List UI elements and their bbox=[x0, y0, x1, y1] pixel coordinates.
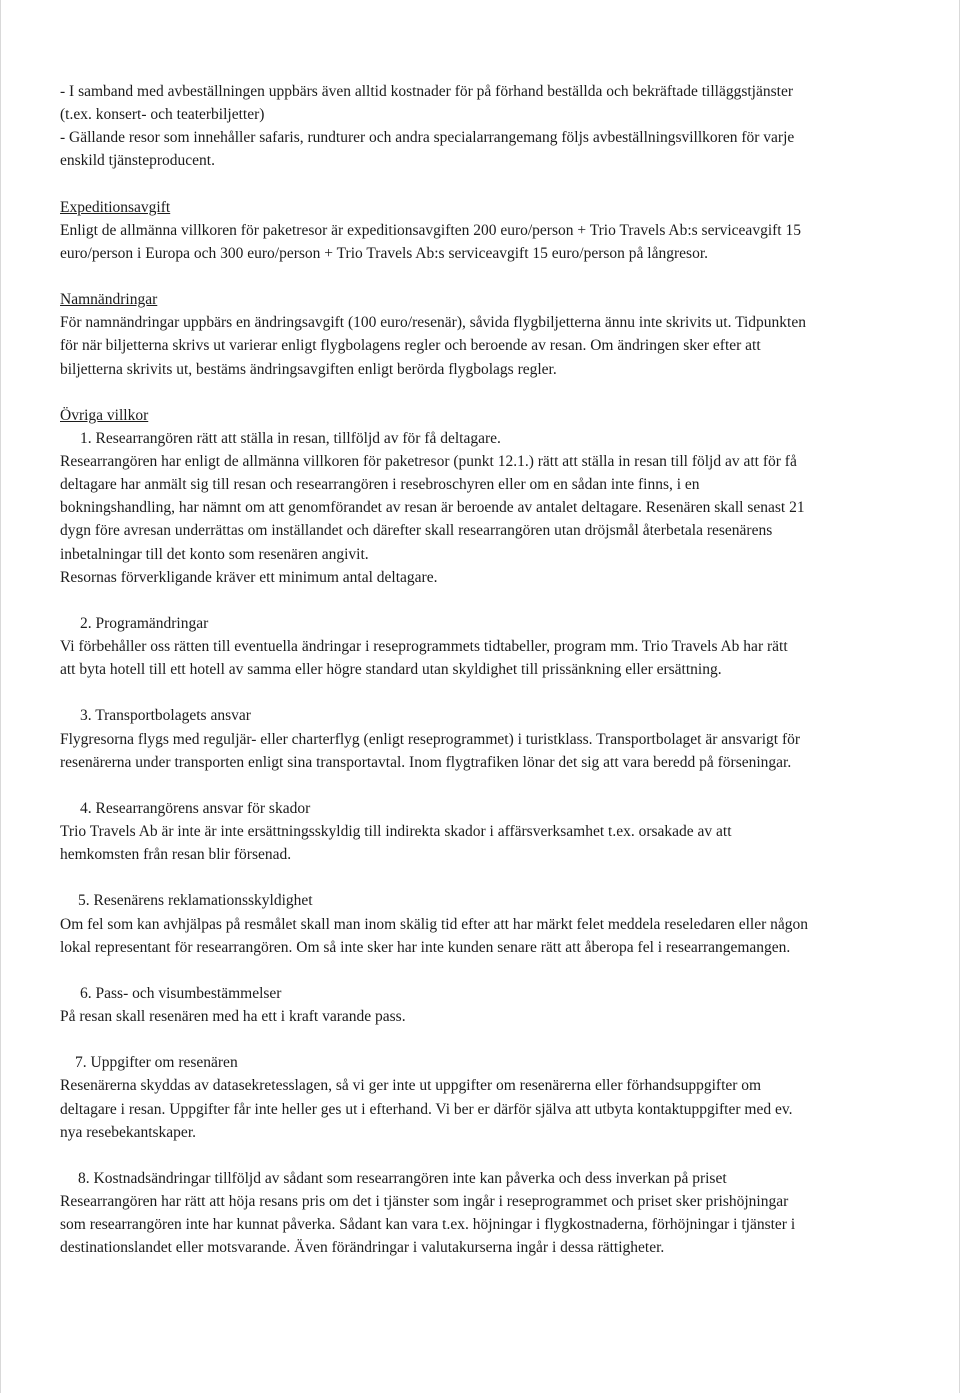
text-line: Researrangören har rätt att höja resans pris om det i tjänster som ingår i reseprogrammet och priset sker prishöjningar bbox=[60, 1193, 789, 1210]
list-item-title: 5. Resenärens reklamationsskyldighet bbox=[78, 892, 313, 910]
text-line: som researrangören inte har kunnat påverka. Sådant kan vara t.ex. höjningar i flygkostnaderna, förhöjningar i tjänster i bbox=[60, 1216, 796, 1234]
text-line: Vi förbehåller oss rätten till eventuella ändringar i reseprogrammets tidtabeller, program mm. Trio Travels Ab har rätt bbox=[60, 638, 788, 655]
text-line: - I samband med avbeställningen uppbärs även alltid kostnader för på förhand beställda och bekräftade tilläggstjänster bbox=[60, 83, 793, 100]
list-item-title: 2. Programändringar bbox=[80, 614, 209, 632]
text-line: Resornas förverkligande kräver ett minimum antal deltagare. bbox=[60, 568, 438, 586]
text-line: På resan skall resenären med ha ett i kraft varande pass. bbox=[60, 1008, 406, 1025]
text-line: - Gällande resor som innehåller safaris, rundturer och andra specialarrangemang följs avbeställningsvillkoren för varje bbox=[60, 129, 795, 147]
list-item-5 bbox=[60, 889, 940, 958]
list-item-8 bbox=[60, 1167, 940, 1260]
section-heading: Namnändringar bbox=[60, 291, 158, 309]
text-line: För namnändringar uppbärs en ändringsavgift (100 euro/resenär), såvida flygbiljetterna ännu inte skrivits ut. Tidpunkten bbox=[60, 314, 806, 332]
text-line: för när biljetterna skrivs ut varierar enligt flygbolagens regler och beroende av resan. Om ändringen sker efter att bbox=[60, 337, 761, 355]
section-heading: Övriga villkor bbox=[60, 406, 149, 424]
text-line: bokningshandling, har nämnt om att genomförandet av resan är beroende av antalet deltagare. Resenären skall senast 21 bbox=[60, 499, 805, 517]
text-line: nya resebekantskaper. bbox=[60, 1123, 196, 1141]
text-line: Researrangören har enligt de allmänna villkoren för paketresor (punkt 12.1.) rätt att ställa in resan till följd av att för få bbox=[60, 453, 797, 470]
section-ovriga-villkor bbox=[60, 404, 940, 1260]
list-item-title: 3. Transportbolagets ansvar bbox=[80, 707, 251, 725]
list-item-title: 7. Uppgifter om resenären bbox=[75, 1054, 238, 1072]
text-line: Flygresorna flygs med reguljär- eller charterflyg (enligt reseprogrammet) i turistklass. Transportbolaget är ansvarigt för bbox=[60, 730, 801, 748]
text-line: biljetterna skrivits ut, bestäms ändringsavgiften enligt berörda flygbolags regler. bbox=[60, 360, 557, 378]
list-item-title: 4. Researrangörens ansvar för skador bbox=[80, 799, 311, 817]
text-line: inbetalningar till det konto som resenären angivit. bbox=[60, 545, 369, 563]
text-line: dygn före avresan underrättas om inställandet och därefter skall researrangören utan dröjsmål återbetala resenärens bbox=[60, 522, 773, 540]
text-line: (t.ex. konsert- och teaterbiljetter) bbox=[60, 106, 265, 124]
list-item-4 bbox=[60, 797, 940, 866]
text-line: euro/person i Europa och 300 euro/person + Trio Travels Ab:s serviceavgift 15 euro/person på långresor. bbox=[60, 244, 709, 262]
document-body bbox=[60, 80, 940, 1259]
text-line: hemkomsten från resan blir försenad. bbox=[60, 846, 292, 864]
text-line: destinationslandet eller motsvarande. Även förändringar i valutakurserna ingår i dessa rättigheter. bbox=[60, 1239, 665, 1257]
list-item-title: 1. Researrangören rätt att ställa in resan, tillföljd av för få deltagare. bbox=[80, 429, 501, 447]
text-line: Enligt de allmänna villkoren för paketresor är expeditionsavgiften 200 euro/person + Trio Travels Ab:s serviceavgift 15 bbox=[60, 221, 801, 239]
text-line: lokal representant för researrangören. Om så inte sker har inte kunden senare rätt att åberopa fel i researrangemangen. bbox=[60, 938, 791, 956]
list-item-1 bbox=[60, 427, 940, 589]
text-line: deltagare i resan. Uppgifter får inte heller ges ut i efterhand. Vi ber er därför själva att utbyta kontaktuppgifter med ev. bbox=[60, 1100, 793, 1118]
list-item-title: 8. Kostnadsändringar tillföljd av sådant som researrangören inte kan påverka och dess inverkan på priset bbox=[78, 1169, 727, 1187]
list-item-7 bbox=[60, 1051, 940, 1144]
list-item-2 bbox=[60, 612, 940, 681]
list-item-title: 6. Pass- och visumbestämmelser bbox=[80, 984, 282, 1002]
list-item-3 bbox=[60, 704, 940, 773]
list-item-6 bbox=[60, 982, 940, 1028]
intro-paragraph bbox=[60, 80, 940, 173]
text-line: resenärerna under transporten enligt sina transportavtal. Inom flygtrafiken lönar det sig att vara beredd på förseningar. bbox=[60, 753, 792, 771]
section-heading: Expeditionsavgift bbox=[60, 198, 171, 216]
text-line: att byta hotell till ett hotell av samma eller högre standard utan skyldighet till prissänkning eller ersättning. bbox=[60, 661, 722, 679]
section-namnandringar bbox=[60, 288, 940, 381]
text-line: enskild tjänsteproducent. bbox=[60, 152, 215, 170]
text-line: Resenärerna skyddas av datasekretesslagen, så vi ger inte ut uppgifter om resenärerna eller förhandsuppgifter om bbox=[60, 1077, 762, 1095]
text-line: Trio Travels Ab är inte är inte ersättningsskyldig till indirekta skador i affärsverksamhet t.ex. orsakade av att bbox=[60, 823, 732, 840]
text-line: deltagare har anmält sig till resan och researrangören i resebroschyren eller om en sådan inte finns, i en bbox=[60, 476, 700, 494]
text-line: Om fel som kan avhjälpas på resmålet skall man inom skälig tid efter att har märkt felet meddela reseledaren eller någon bbox=[60, 915, 809, 933]
section-expeditionsavgift bbox=[60, 196, 940, 265]
